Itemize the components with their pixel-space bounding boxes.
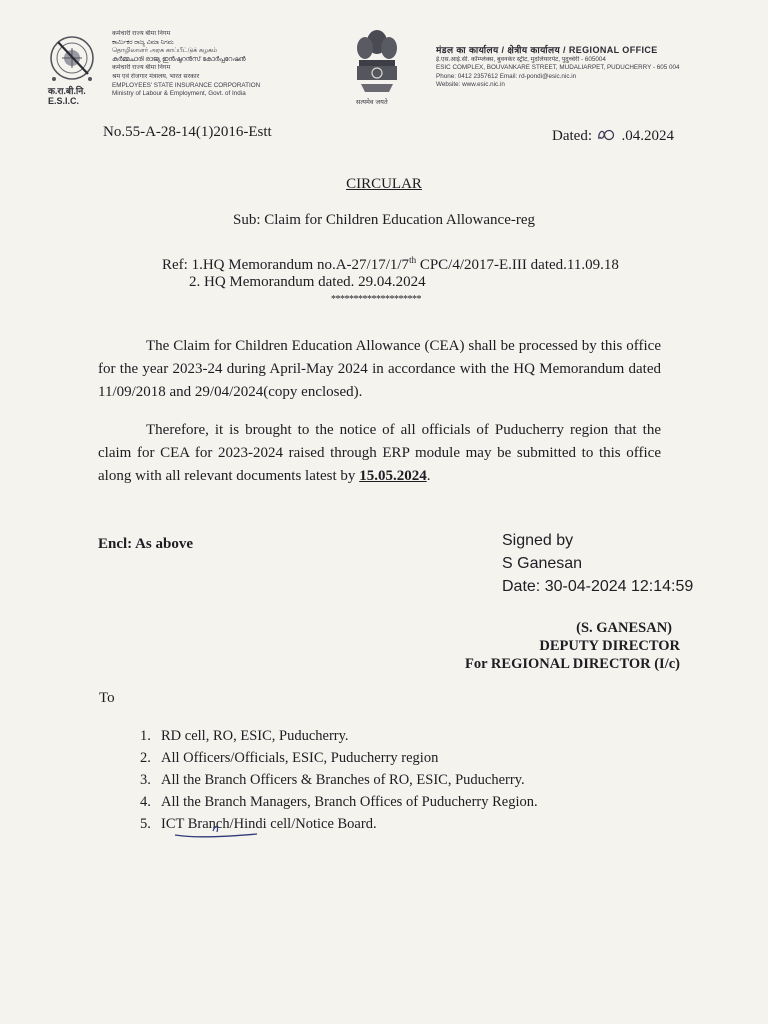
- officer-for: For REGIONAL DIRECTOR (I/c): [465, 656, 680, 672]
- national-emblem-icon: [352, 26, 402, 106]
- list-item-text: ICT Branch/Hindi cell/Notice Board.: [161, 816, 377, 832]
- list-item-number: 1.: [140, 728, 151, 744]
- list-item: [140, 791, 538, 813]
- esic-hindi: क.रा.बी.नि.: [48, 86, 86, 96]
- paragraph-2-end: .: [426, 468, 431, 484]
- letterhead-left-line: കർമ്മചാരി രാജ്യ ഇൻഷുറൻസ് കോർപ്പറേഷൻ: [112, 55, 246, 63]
- dated-line: [552, 124, 674, 145]
- list-item-number: 3.: [140, 772, 151, 788]
- list-item: [140, 769, 538, 791]
- officer-name: (S. GANESAN): [576, 620, 672, 636]
- circular-title-text: CIRCULAR: [346, 176, 422, 192]
- enclosure-note: Encl: As above: [98, 536, 194, 552]
- paragraph-2-text: Therefore, it is brought to the notice of all officials of Puducherry region that the claim for CEA for 2023-2024 raised through ERP module may be submitted to this office along with all relevant documents latest by: [98, 422, 661, 484]
- office-name: मंडल का कार्यालय / क्षेत्रीय कार्यालय / REGIONAL OFFICE: [436, 45, 658, 55]
- letterhead-left-line: ಕಾರ್ಮಿಕರ ರಾಜ್ಯ ವಿಮಾ ನಿಗಮ: [112, 38, 174, 46]
- list-item-text: All Officers/Officials, ESIC, Puducherry region: [161, 750, 439, 766]
- dated-value: .04.2024: [621, 128, 674, 144]
- esic-abbrev: E.S.I.C.: [48, 96, 80, 106]
- officer-title: DEPUTY DIRECTOR: [539, 638, 680, 654]
- emblem-motto: सत्यमेव जयते: [356, 99, 388, 106]
- handwritten-day: [596, 127, 618, 148]
- list-item: [140, 813, 538, 835]
- subject-line: Sub: Claim for Children Education Allowance-reg: [232, 212, 535, 228]
- letterhead-left-line: श्रम एवं रोजगार मंत्रालय, भारत सरकार: [112, 72, 200, 80]
- separator-stars: ********************: [331, 294, 421, 305]
- letterhead-left-text: [112, 30, 322, 99]
- list-item-text: RD cell, RO, ESIC, Puducherry.: [161, 728, 349, 744]
- letterhead-left-line: தொழிலாளர் அரசு காப்பீட்டுக் கழகம்: [112, 47, 218, 55]
- list-item-number: 5.: [140, 816, 151, 832]
- letterhead-right-line: ई.एस.आई.सी. कॉम्प्लेक्स, बुवनकेर स्ट्रीट, मुदलियारपेट, पुदुच्चेरी - 605004: [436, 56, 606, 63]
- recipient-list: [140, 725, 538, 835]
- letterhead-right-line: Phone: 0412 2357612 Email: rd-pondi@esic.nic.in: [436, 72, 577, 80]
- dated-label: Dated:: [552, 128, 592, 144]
- reference-1: Ref: 1.HQ Memorandum no.A-27/17/1/7th CPC/4/2017-E.III dated.11.09.18: [162, 255, 619, 273]
- paragraph-2: [98, 419, 661, 488]
- handwritten-day-mark: [596, 127, 616, 143]
- digital-signature: [502, 529, 693, 598]
- letterhead-left-line: कर्मचारी राज्य बीमा निगम: [112, 30, 171, 37]
- letterhead-right-text: [436, 44, 756, 90]
- circular-title: [0, 176, 768, 193]
- letterhead-right-line: Website: www.esic.nic.in: [436, 81, 505, 89]
- ordinal-suffix: th: [409, 255, 417, 265]
- officer-block: [465, 619, 680, 673]
- last-date: 15.05.2024: [359, 468, 427, 484]
- signature-line-3: Date: 30-04-2024 12:14:59: [502, 578, 694, 595]
- letterhead-left-line: Ministry of Labour & Employment, Govt. of India: [112, 90, 246, 98]
- list-item: [140, 725, 538, 747]
- letterhead-right-line: ESIC COMPLEX, BOUVANKARE STREET, MUDALIARPET, PUDUCHERRY - 605 004: [436, 64, 680, 72]
- paragraph-1: The Claim for Children Education Allowance (CEA) shall be processed by this office for the year 2023-24 during April-May 2024 in accordance with the HQ Memorandum dated 11/09/2018 and 29/04/2024(copy enclosed).: [98, 338, 661, 400]
- to-label: To: [99, 690, 115, 706]
- letterhead-left-line: कर्मचारी राज्य बीमा निगम: [112, 64, 171, 72]
- ict-item-wrap: [161, 813, 377, 835]
- letterhead-left-line: EMPLOYEES' STATE INSURANCE CORPORATION: [112, 81, 261, 89]
- signature-line-2: S Ganesan: [502, 555, 583, 572]
- list-item-number: 2.: [140, 750, 151, 766]
- list-item: [140, 747, 538, 769]
- esic-mark: [48, 86, 86, 106]
- reference-number: No.55-A-28-14(1)2016-Estt: [103, 124, 272, 140]
- list-item-text: All the Branch Managers, Branch Offices of Puducherry Region.: [161, 794, 538, 810]
- signature-line-1: Signed by: [502, 532, 574, 549]
- list-item-number: 4.: [140, 794, 151, 810]
- reference-2: 2. HQ Memorandum dated. 29.04.2024: [189, 274, 426, 290]
- list-item-text: All the Branch Officers & Branches of RO, ESIC, Puducherry.: [161, 772, 525, 788]
